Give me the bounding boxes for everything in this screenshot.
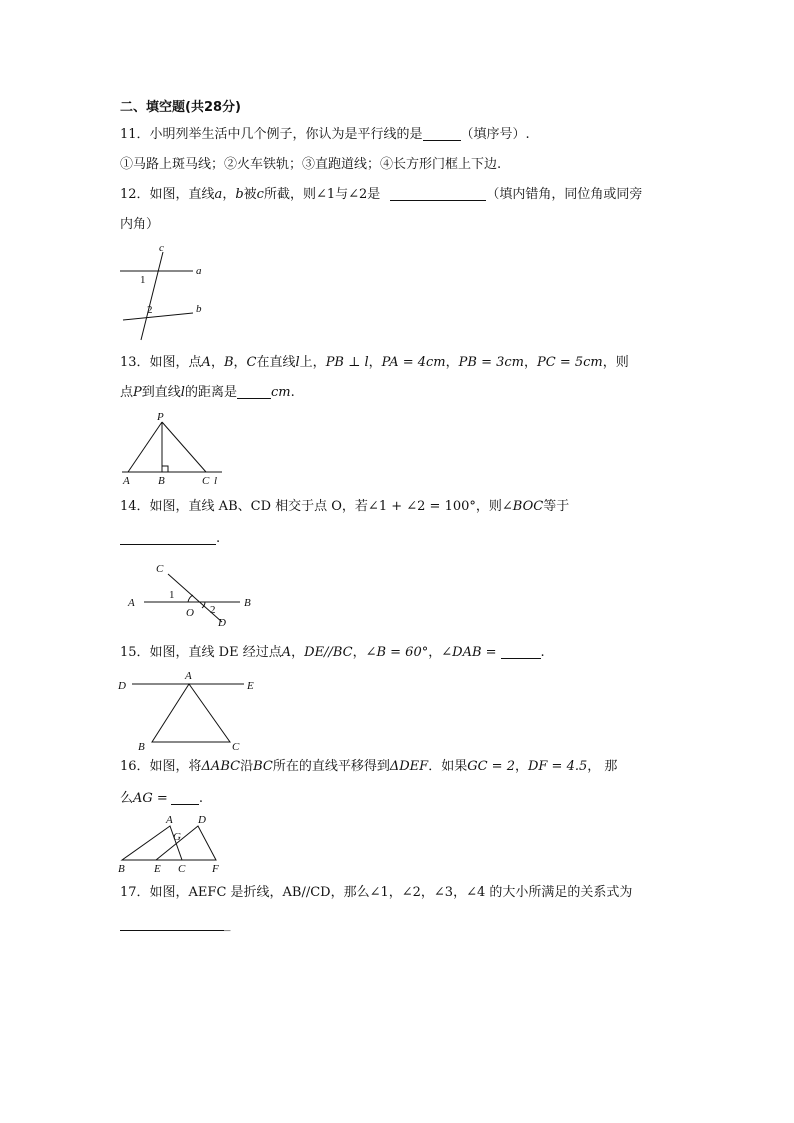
q16-label-C: C <box>178 863 186 875</box>
q13-label-l: l <box>214 475 218 487</box>
q13-sep4: ， <box>445 355 459 370</box>
q12-label-b: b <box>196 303 202 315</box>
q16-tail: ， 那 <box>587 759 618 774</box>
question-12 <box>120 186 642 204</box>
question-11 <box>120 126 530 144</box>
q15-figure <box>116 666 266 758</box>
q13-line2 <box>120 384 295 402</box>
q13-label-C: C <box>202 475 210 487</box>
q16-df: DF = 4.5 <box>527 759 588 774</box>
q12-suffix: （填内错角，同位角或同旁 <box>486 187 643 202</box>
q13-var-C: C <box>246 355 257 370</box>
q17-answer-blank[interactable] <box>120 916 224 931</box>
q11-prefix: 11．小明列举生活中几个例子，你认为是平行线的是 <box>120 127 423 142</box>
q15-label-C: C <box>232 741 240 753</box>
q13-text-start: 13．如图，点 <box>120 355 202 370</box>
q13-sep3: ， <box>368 355 382 370</box>
q12-angle-1: 1 <box>140 274 146 286</box>
q14-text: 14．如图，直线 AB、CD 相交于点 O，若 <box>120 499 368 514</box>
q16-triangle-DEF-shape <box>156 826 216 860</box>
q14-figure <box>122 558 262 630</box>
q16-label-B: B <box>118 863 125 875</box>
q14-line2 <box>120 530 220 548</box>
q16-ag: AG = <box>133 791 168 806</box>
q16-line2 <box>120 790 203 808</box>
q11-options: ①马路上斑马线；②火车铁轨；③直跑道线；④长方形门框上下边. <box>120 157 502 172</box>
q14-label-B: B <box>244 597 251 609</box>
q16-triangle-ABC: ΔABC <box>201 759 241 774</box>
q13-on-line: 在直线 <box>256 355 296 370</box>
q12-var-c: c <box>256 187 264 202</box>
q16-bc: BC <box>253 759 273 774</box>
q15-label-D: D <box>118 680 126 692</box>
q13-sep1: ， <box>210 355 224 370</box>
q13-var-A: A <box>201 355 211 370</box>
q12-mid1: 被 <box>243 187 257 202</box>
q12-line2: 内角） <box>120 217 160 232</box>
q12-prefix: 12．如图，直线 <box>120 187 215 202</box>
q13-label-B: B <box>158 475 165 487</box>
q12-line-b <box>123 313 193 320</box>
q15-triangle-ABC <box>152 684 230 742</box>
q15-sep3: ， <box>428 645 442 660</box>
q16-answer-blank[interactable] <box>171 790 199 805</box>
q12-comma: ， <box>222 187 236 202</box>
q14-mid: ，则 <box>475 499 502 514</box>
q14-label-D: D <box>218 617 226 629</box>
q14-angle-arc-1 <box>188 595 193 602</box>
q15-angle-DAB: ∠DAB = <box>441 645 497 660</box>
q13-var-l2: l <box>180 385 185 400</box>
q14-angle-1: 1 <box>169 589 175 601</box>
q16-end: . <box>198 791 203 806</box>
q11-answer-blank[interactable] <box>423 126 461 141</box>
q17-end: _ <box>224 917 231 932</box>
q12-angle-2: 2 <box>147 304 153 316</box>
q17-line2 <box>120 916 231 934</box>
q13-unit: cm <box>270 385 291 400</box>
q16-mid1: 沿 <box>240 759 254 774</box>
q15-answer-blank[interactable] <box>501 644 541 659</box>
q13-pc-eq: PC = 5cm <box>537 355 603 370</box>
q14-label-A: A <box>128 597 135 609</box>
q15-label-A: A <box>185 670 192 682</box>
q12-label-a: a <box>196 265 202 277</box>
q16-label-F: F <box>212 863 219 875</box>
q16-label-G: G <box>173 831 181 843</box>
q13-figure <box>118 408 228 488</box>
q13-var-P: P <box>133 385 142 400</box>
q13-segment-PA <box>128 422 162 472</box>
question-15 <box>120 644 545 662</box>
q15-sep2: ， <box>352 645 366 660</box>
q16-mid2: 所在的直线平移得到 <box>272 759 390 774</box>
q13-on-end: 上， <box>299 355 326 370</box>
q13-line2-mid: 到直线 <box>141 385 181 400</box>
q13-var-l: l <box>295 355 300 370</box>
q12-figure <box>116 240 216 344</box>
q13-pb-perp: PB ⊥ l <box>325 355 369 370</box>
q13-var-B: B <box>223 355 234 370</box>
q13-sep5: ， <box>524 355 538 370</box>
q13-tail: ，则 <box>602 355 629 370</box>
q14-label-C: C <box>156 563 164 575</box>
q13-segment-PC <box>162 422 206 472</box>
q12-mid2: 所截，则∠1与∠2是 <box>263 187 381 202</box>
q13-line2-end: 的距离是 <box>184 385 237 400</box>
q11-suffix: （填序号）. <box>460 127 530 142</box>
q13-line2-start: 点 <box>120 385 134 400</box>
q16-label-D: D <box>198 814 206 826</box>
section-title: 二、填空题(共28分) <box>120 100 241 115</box>
q16-mid3: ．如果 <box>428 759 468 774</box>
q13-right-angle-mark <box>162 466 168 472</box>
q12-var-a: a <box>214 187 223 202</box>
q14-end: 等于 <box>543 499 570 514</box>
q16-sep: ， <box>514 759 528 774</box>
question-16 <box>120 758 617 776</box>
q12-label-c: c <box>159 242 164 254</box>
q14-expr: ∠1 + ∠2 = 100° <box>367 499 476 514</box>
question-17: 17．如图，AEFC 是折线，AB//CD，那么∠1，∠2，∠3，∠4 的大小所满足的关系式为 <box>120 885 633 900</box>
q15-angle-B: ∠B = 60° <box>365 645 429 660</box>
q15-end: . <box>540 645 545 660</box>
q15-var-A: A <box>281 645 292 660</box>
q13-label-A: A <box>123 475 130 487</box>
q12-answer-blank[interactable] <box>390 186 486 201</box>
q14-angle-2: 2 <box>210 604 216 616</box>
q16-text: 16．如图，将 <box>120 759 202 774</box>
q16-label-E: E <box>154 863 161 875</box>
q12-line-c <box>141 252 163 340</box>
q13-period: . <box>290 385 295 400</box>
q15-sep1: ， <box>291 645 305 660</box>
q14-answer-blank[interactable] <box>120 530 216 545</box>
question-14 <box>120 498 569 516</box>
q16-line2-start: 么 <box>120 791 134 806</box>
q13-pb-eq: PB = 3cm <box>458 355 524 370</box>
q13-label-P: P <box>157 411 164 423</box>
q12-var-b: b <box>235 187 244 202</box>
q15-label-E: E <box>247 680 254 692</box>
q14-line2-end: . <box>216 531 221 546</box>
q15-label-B: B <box>138 741 145 753</box>
q15-parallel: DE//BC <box>304 645 353 660</box>
q14-boc: ∠BOC <box>501 499 544 514</box>
q14-label-O: O <box>186 607 194 619</box>
q13-sep2: ， <box>233 355 247 370</box>
q16-triangle-DEF: ΔDEF <box>389 759 429 774</box>
q15-text: 15．如图，直线 DE 经过点 <box>120 645 282 660</box>
q16-figure <box>114 812 234 876</box>
q16-gc: GC = 2 <box>467 759 515 774</box>
q16-label-A: A <box>166 814 173 826</box>
q13-answer-blank[interactable] <box>237 384 271 399</box>
question-13 <box>120 354 629 372</box>
q13-pa-eq: PA = 4cm <box>381 355 446 370</box>
